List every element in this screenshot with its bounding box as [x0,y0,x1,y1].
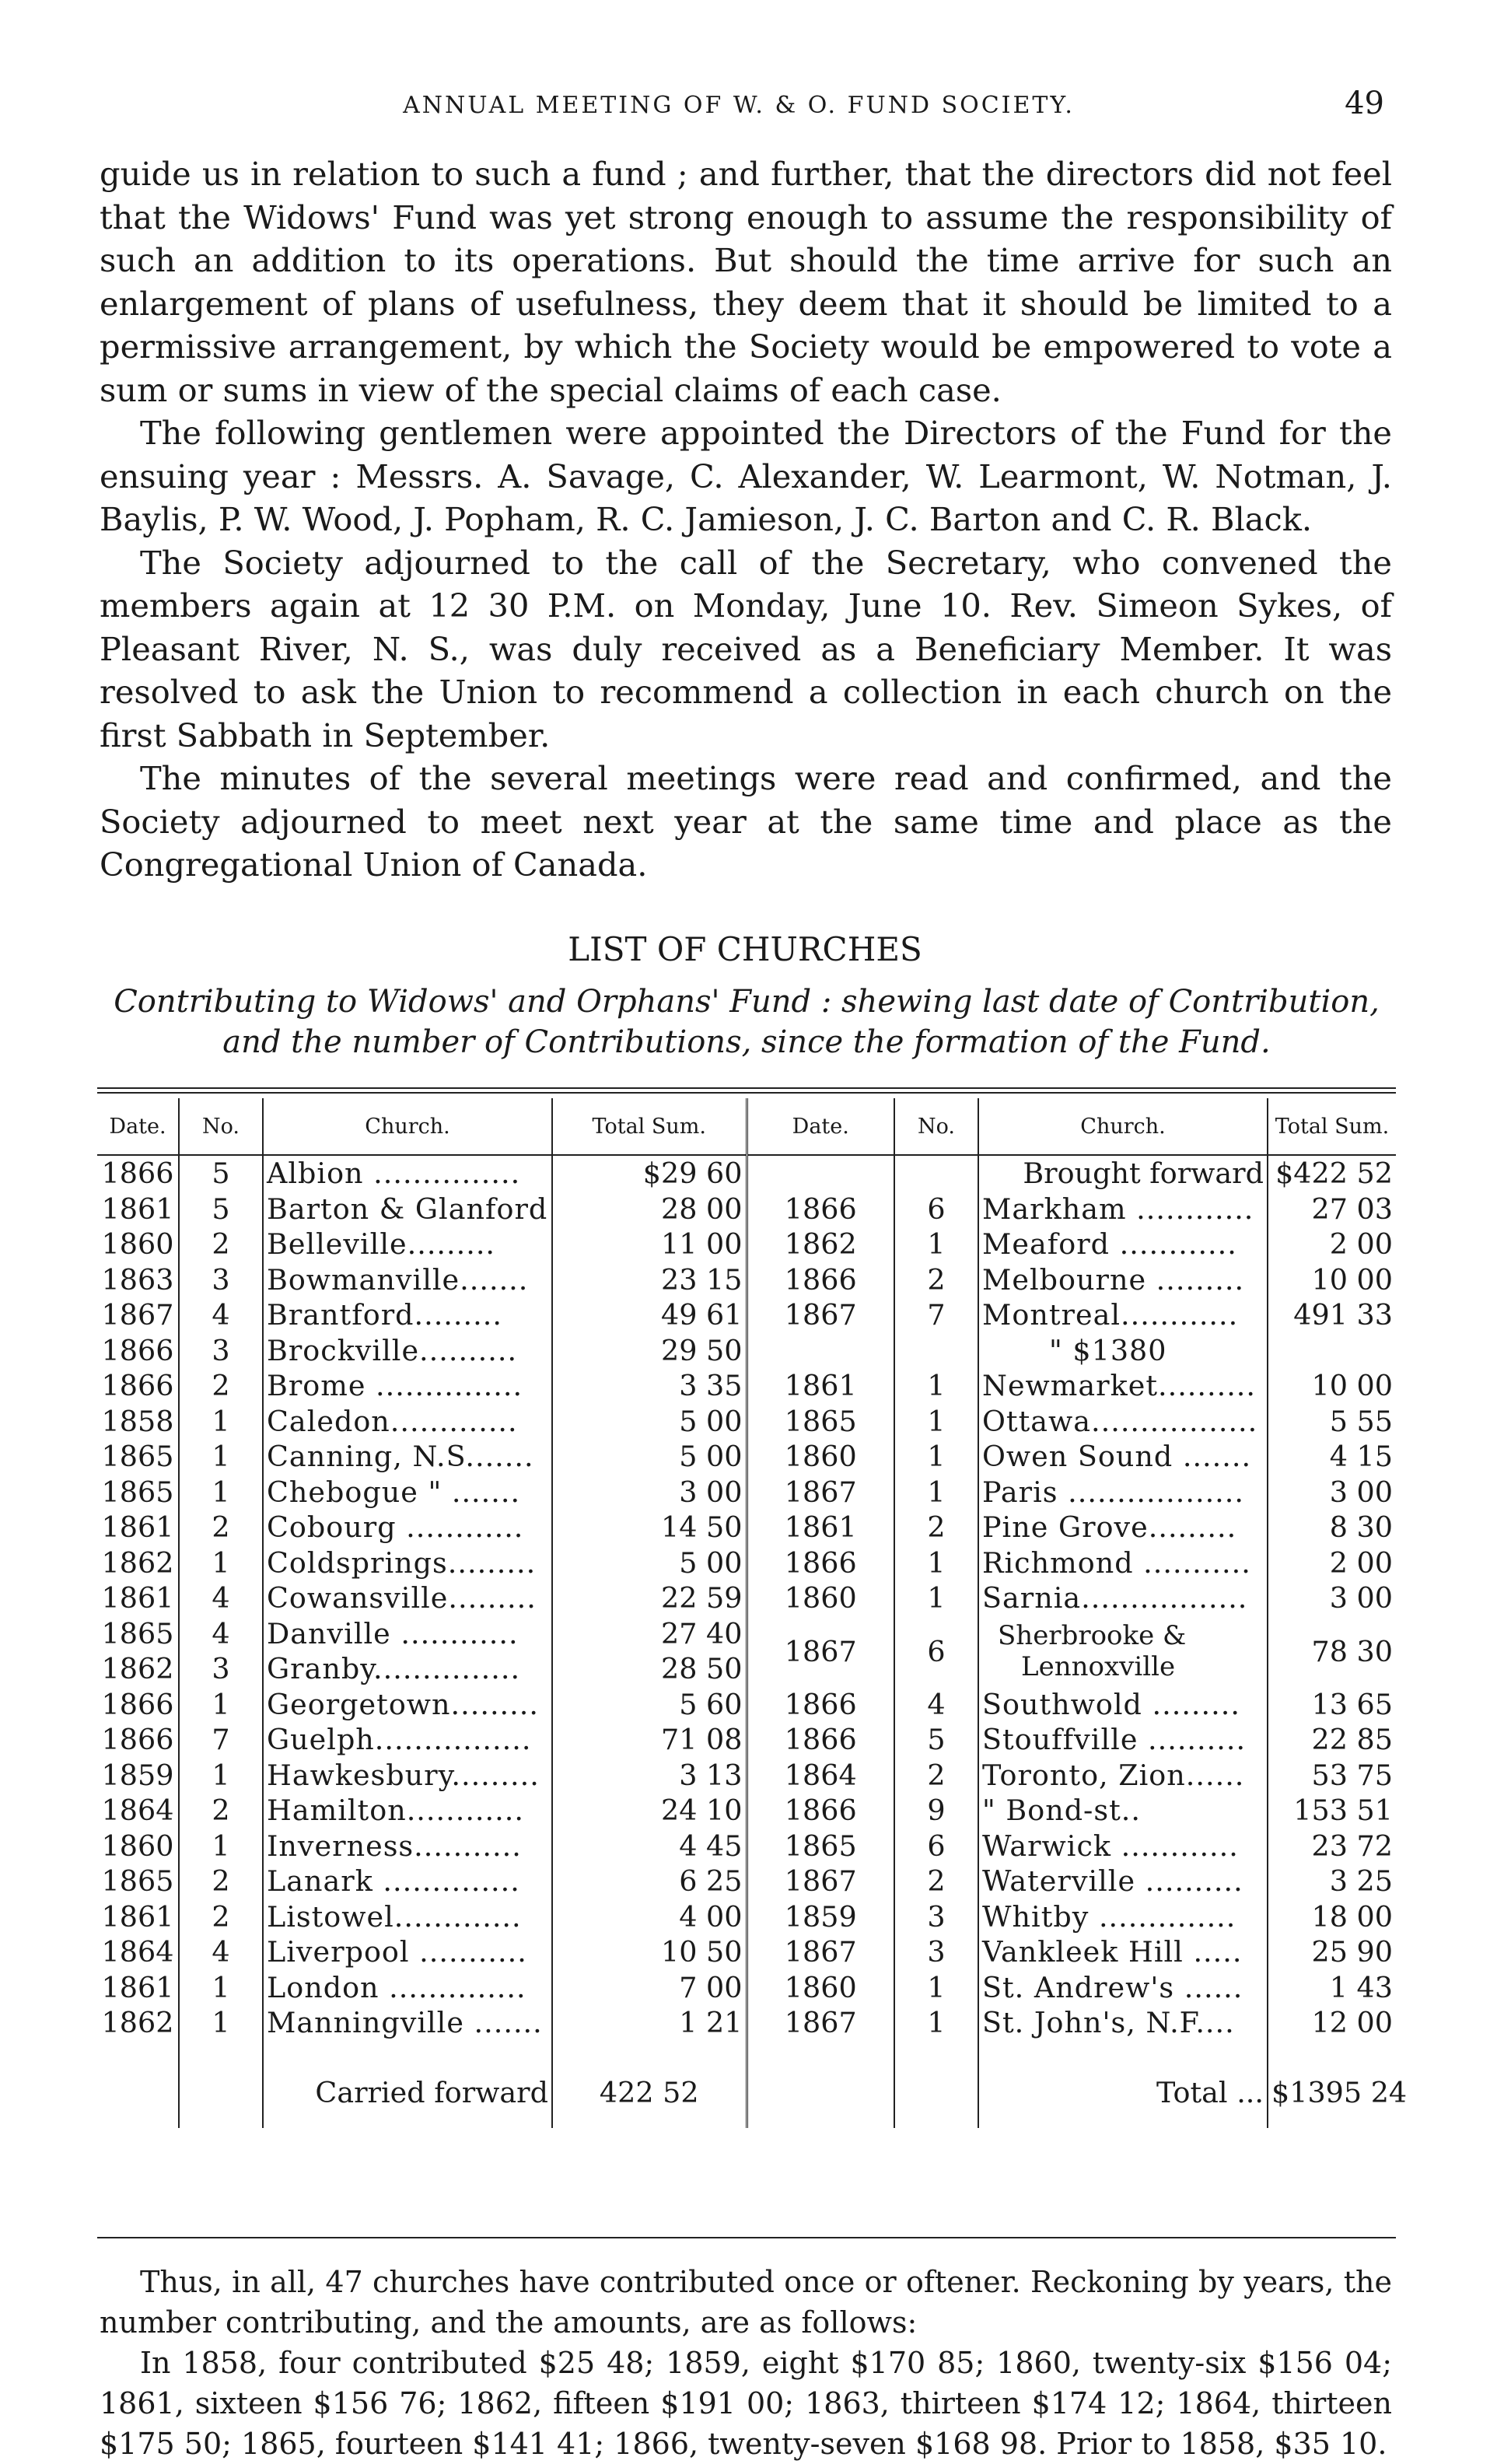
cell-church: Guelph................ [263,1722,552,1758]
cell-date: 1866 [97,1368,179,1404]
cell-total-sum: 49 61 [552,1297,747,1333]
table-row [97,1899,1396,1935]
cell-no: 1 [179,2005,263,2041]
cell-total-sum: 3 00 [552,1475,747,1510]
cell-empty [894,2058,978,2128]
table-bottom-rule [97,2237,1396,2238]
cell-empty [97,2058,179,2128]
cell-church: Newmarket.......... [978,1368,1268,1404]
cell-total-sum: 22 85 [1311,1723,1393,1757]
cell-date: 1862 [97,1545,179,1581]
cell-empty [97,2041,179,2058]
table-footer-row [97,2058,1396,2128]
cell-empty [179,2041,263,2058]
cell-no: 4 [179,1580,263,1616]
table-row [97,1368,1396,1404]
cell-no: 1 [894,1580,978,1616]
cell-church: Barton & Glanford [263,1192,552,1227]
table-row [97,1722,1396,1758]
cell-empty [179,2058,263,2128]
cell-date: 1860 [747,1580,894,1616]
footer-text [100,2262,1392,2464]
table-row [97,1475,1396,1510]
summary-paragraph: Thus, in all, 47 churches have contributed once or oftener. Reckoning by years, the number contributing, and the amounts, are as follows: [100,2265,1392,2340]
cell-total-sum: 5 60 [552,1687,747,1723]
cell-no: 1 [894,1475,978,1510]
cell-total-sum: 4 15 [1329,1440,1393,1474]
table-row [97,1829,1396,1864]
cell-total-sum: 22 59 [552,1580,747,1616]
cell-total-sum: 5 00 [552,1545,747,1581]
cell-date: 1861 [97,1899,179,1935]
cell-church: Ottawa................. [978,1404,1268,1440]
body-text [100,152,1392,887]
cell-church: " $1380 [978,1333,1268,1369]
cell-church: Richmond ........... [978,1545,1268,1581]
cell-church: Markham ............ [978,1192,1268,1227]
cell-date [747,1155,894,1192]
cell-date: 1867 [747,1864,894,1899]
cell-no: 4 [179,1616,263,1652]
col-header-total-sum: Total Sum. [1268,1098,1396,1155]
cell-church-brace [978,1616,1268,1687]
table-row [97,2005,1396,2041]
col-header-date: Date. [97,1098,179,1155]
cell-no: 1 [894,2005,978,2041]
cell-total-sum: 3 00 [1329,1475,1393,1509]
cell-date: 1861 [97,1580,179,1616]
cell-church: Inverness........... [263,1829,552,1864]
cell-no: 1 [894,1545,978,1581]
cell-date: 1867 [747,2005,894,2041]
col-header-no: No. [179,1098,263,1155]
total-label: Total ... [978,2058,1268,2128]
cell-date: 1866 [97,1687,179,1723]
cell-no [894,1155,978,1192]
cell-total-sum: 5 55 [1329,1404,1393,1438]
cell-date: 1866 [97,1722,179,1758]
cell-no: 6 [894,1829,978,1864]
cell-church: " Bond-st.. [978,1793,1268,1829]
cell-no: 1 [179,1687,263,1723]
cell-no: 2 [179,1510,263,1545]
list-title: LIST OF CHURCHES [568,930,922,968]
cell-total-sum: 5 00 [552,1439,747,1475]
cell-church: Toronto, Zion...... [978,1758,1268,1794]
cell-no: 1 [179,1970,263,2006]
col-header-no: No. [894,1098,978,1155]
cell-date: 1864 [97,1793,179,1829]
cell-no: 3 [179,1651,263,1687]
cell-total-sum: 27 03 [1311,1192,1393,1226]
cell-date: 1867 [747,1934,894,1970]
cell-no: 3 [179,1333,263,1369]
cell-church: Warwick ............ [978,1829,1268,1864]
cell-church: Cobourg ............ [263,1510,552,1545]
cell-date: 1860 [747,1970,894,2006]
cell-church: Liverpool ........... [263,1934,552,1970]
paragraph: guide us in relation to such a fund ; and further, that the directors did not feel that the Widows' Fund was yet strong enough to assume the responsibility of such an addition to its operations. But should the time arrive for such an enlargement of plans of usefulness, they deem that it should be limited to a permissive arrangement, by which the Society would be empowered to vote a sum or sums in view of the special claims of each case. [100,155,1392,409]
cell-empty [747,2041,894,2058]
cell-total-sum: 10 00 [1311,1262,1393,1297]
cell-church: Coldsprings......... [263,1545,552,1581]
cell-total-sum: 71 08 [552,1722,747,1758]
cell-church: Stouffville .......... [978,1722,1268,1758]
cell-no: 1 [894,1404,978,1440]
cell-date: 1864 [97,1934,179,1970]
cell-church: Sarnia................. [978,1580,1268,1616]
cell-total-sum: 13 65 [1311,1687,1393,1721]
cell-date: 1860 [97,1227,179,1262]
table-row [97,1404,1396,1440]
cell-date: 1866 [747,1192,894,1227]
cell-date: 1865 [97,1864,179,1899]
table-top-rule [97,1092,1396,1094]
table-row [97,1687,1396,1723]
cell-total-sum: 23 15 [552,1262,747,1298]
cell-date: 1861 [97,1970,179,2006]
cell-no: 6 [894,1192,978,1227]
cell-total-sum: $29 60 [552,1155,747,1192]
cell-date: 1862 [97,1651,179,1687]
cell-no: 7 [179,1722,263,1758]
church-name: Lennoxville [1021,1651,1176,1682]
cell-date: 1867 [747,1297,894,1333]
cell-no: 3 [894,1899,978,1935]
cell-no: 2 [179,1227,263,1262]
cell-empty [552,2041,747,2058]
cell-no: 5 [179,1155,263,1192]
cell-total-sum: 3 25 [1329,1864,1393,1899]
cell-no: 2 [894,1758,978,1794]
paragraph: The Society adjourned to the call of the Secretary, who convened the members again at 12 30 P.M. on Monday, June 10. Rev. Simeon Sykes, of Pleasant River, N. S., was duly received as a Beneficiary Member. It was resolved to ask the Union to recommend a collection in each church on the first Sabbath in September. [100,543,1392,754]
table-row [97,1580,1396,1616]
cell-no: 4 [179,1297,263,1333]
cell-date: 1863 [97,1262,179,1298]
cell-total-sum: 153 51 [1293,1794,1393,1828]
cell-date: 1864 [747,1758,894,1794]
cell-total-sum: 11 00 [552,1227,747,1262]
table-row [97,1192,1396,1227]
table-row [97,1545,1396,1581]
summary-paragraph: In 1858, four contributed $25 48; 1859, eight $170 85; 1860, twenty-six $156 04; 1861, sixteen $156 76; 1862, fifteen $191 00; 1863, thirteen $174 12; 1864, thirteen $175 50; 1865, fourteen $141 41; 1866, twenty-seven $168 98. Prior to 1858, $35 10. [100,2346,1392,2461]
churches-table [97,1098,1408,2128]
cell-date: 1866 [747,1687,894,1723]
cell-church: St. John's, N.F.... [978,2005,1268,2041]
cell-total-sum: 3 00 [1329,1581,1393,1615]
cell-church: Listowel............. [263,1899,552,1935]
cell-no: 3 [179,1262,263,1298]
cell-date: 1858 [97,1404,179,1440]
cell-church: Brantford......... [263,1297,552,1333]
cell-no: 1 [894,1970,978,2006]
cell-date: 1861 [747,1368,894,1404]
cell-no: 4 [894,1687,978,1723]
cell-church: Hawkesbury......... [263,1758,552,1794]
cell-total-sum [1268,1333,1396,1369]
table-row [97,1864,1396,1899]
carried-forward-label: Carried forward [263,2058,552,2128]
cell-total-sum: 25 90 [1311,1935,1393,1969]
table-row [97,1758,1396,1794]
cell-church: Pine Grove......... [978,1510,1268,1545]
cell-date: 1861 [747,1510,894,1545]
table-row [97,1616,1396,1652]
cell-church: Paris .................. [978,1475,1268,1510]
cell-church: Hamilton............ [263,1793,552,1829]
cell-date: 1865 [97,1616,179,1652]
cell-total-sum: 24 10 [552,1793,747,1829]
cell-no: 1 [894,1439,978,1475]
table-body [97,1155,1408,2128]
running-head: ANNUAL MEETING OF W. & O. FUND SOCIETY. [403,92,1075,119]
cell-church: Danville ............ [263,1616,552,1652]
cell-total-sum: 53 75 [1311,1758,1393,1792]
cell-total-sum: 6 25 [552,1864,747,1899]
cell-no: 4 [179,1934,263,1970]
cell-date: 1866 [747,1545,894,1581]
cell-date: 1865 [747,1404,894,1440]
cell-total-sum: 10 00 [1311,1369,1393,1403]
table-row [97,1155,1396,1192]
table-header-row [97,1098,1396,1155]
cell-total-sum: 27 40 [552,1616,747,1652]
table-row [97,1227,1396,1262]
cell-empty [1268,2041,1396,2058]
cell-no: 1 [894,1368,978,1404]
cell-date: 1861 [97,1510,179,1545]
cell-date: 1862 [747,1227,894,1262]
cell-church: Brought forward [978,1155,1268,1192]
cell-church: Chebogue " ....... [263,1475,552,1510]
cell-empty [747,2058,894,2128]
cell-church: Belleville......... [263,1227,552,1262]
col-header-total-sum: Total Sum. [552,1098,747,1155]
cell-empty [894,2041,978,2058]
table-row [97,1970,1396,2006]
cell-date: 1866 [747,1262,894,1298]
cell-total-sum: 2 00 [1329,1545,1393,1580]
paragraph: The following gentlemen were appointed the Directors of the Fund for the ensuing year : Messrs. A. Savage, C. Alexander, W. Learmont, W. Notman, J. Baylis, P. W. Wood, J. Popham, R. C. Jamieson, J. C. Barton and C. R. Black. [100,414,1392,538]
cell-date: 1867 [97,1297,179,1333]
cell-total-sum: 28 50 [552,1651,747,1687]
cell-date: 1859 [97,1758,179,1794]
cell-church: Manningville ....... [263,2005,552,2041]
table-row [97,1934,1396,1970]
cell-no: 6 [894,1616,978,1687]
cell-date: 1859 [747,1899,894,1935]
cell-no: 7 [894,1297,978,1333]
cell-date: 1860 [747,1439,894,1475]
table-row [97,1439,1396,1475]
cell-no: 5 [894,1722,978,1758]
cell-no: 5 [179,1192,263,1227]
cell-date: 1865 [97,1439,179,1475]
table-row [97,1793,1396,1829]
cell-no: 2 [894,1510,978,1545]
cell-church: Brome ............... [263,1368,552,1404]
cell-date: 1860 [97,1829,179,1864]
cell-total-sum: 4 45 [552,1829,747,1864]
cell-total-sum: 23 72 [1311,1829,1393,1863]
cell-total-sum: 18 00 [1311,1899,1393,1934]
cell-no: 2 [894,1864,978,1899]
cell-total-sum: 14 50 [552,1510,747,1545]
cell-no: 2 [179,1899,263,1935]
cell-date: 1866 [747,1722,894,1758]
cell-date [747,1333,894,1369]
cell-total-sum: 8 30 [1329,1510,1393,1545]
cell-church: London .............. [263,1970,552,2006]
table-row [97,1297,1396,1333]
cell-total-sum: 7 00 [552,1970,747,2006]
cell-church: Bowmanville....... [263,1262,552,1298]
cell-church: Lanark .............. [263,1864,552,1899]
cell-total-sum: 29 50 [552,1333,747,1369]
cell-church: Southwold ......... [978,1687,1268,1723]
cell-church: Meaford ............ [978,1227,1268,1262]
total-sum: $1395 24 [1271,2076,1408,2109]
cell-church: Vankleek Hill ..... [978,1934,1268,1970]
cell-date: 1866 [97,1155,179,1192]
cell-no: 1 [179,1758,263,1794]
cell-church: Cowansville......... [263,1580,552,1616]
page-number: 49 [1345,86,1384,121]
cell-total-sum: 2 00 [1329,1227,1393,1262]
cell-no: 1 [179,1439,263,1475]
cell-church: Melbourne ......... [978,1262,1268,1298]
cell-church: Waterville .......... [978,1864,1268,1899]
cell-date: 1866 [747,1793,894,1829]
list-subtitle: Contributing to Widows' and Orphans' Fund : shewing last date of Contribution, and the number of Contributions, since the formation of the Fund. [114,984,1380,1060]
cell-no: 2 [894,1262,978,1298]
cell-no: 2 [179,1793,263,1829]
cell-no: 2 [179,1368,263,1404]
cell-church: Albion ............... [263,1155,552,1192]
cell-date: 1866 [97,1333,179,1369]
cell-church: Owen Sound ....... [978,1439,1268,1475]
table-row [97,1333,1396,1369]
cell-total-sum: 78 30 [1311,1634,1393,1668]
cell-date: 1862 [97,2005,179,2041]
table-row [97,1262,1396,1298]
cell-total-sum: 1 21 [552,2005,747,2041]
cell-total-sum: 491 33 [1293,1298,1393,1332]
cell-empty [263,2041,552,2058]
cell-total-sum: 5 00 [552,1404,747,1440]
cell-date: 1867 [747,1616,894,1687]
table-top-rule [97,1087,1396,1089]
cell-total-sum: 4 00 [552,1899,747,1935]
col-header-church: Church. [263,1098,552,1155]
table-spacer-row [97,2041,1396,2058]
cell-total-sum: 12 00 [1311,2006,1393,2040]
cell-total-sum: 3 13 [552,1758,747,1794]
cell-no: 9 [894,1793,978,1829]
table-row [97,1510,1396,1545]
cell-no: 3 [894,1934,978,1970]
cell-date: 1861 [97,1192,179,1227]
cell-no: 1 [179,1545,263,1581]
cell-no: 1 [179,1404,263,1440]
cell-church: Brockville.......... [263,1333,552,1369]
cell-no: 2 [179,1864,263,1899]
paragraph: The minutes of the several meetings were read and confirmed, and the Society adjourned to meet next year at the same time and place as the Congregational Union of Canada. [100,759,1392,884]
cell-empty [978,2041,1268,2058]
cell-church: Granby............... [263,1651,552,1687]
col-header-date: Date. [747,1098,894,1155]
cell-church: Caledon............. [263,1404,552,1440]
cell-no: 1 [179,1829,263,1864]
cell-no: 1 [179,1475,263,1510]
cell-date: 1865 [97,1475,179,1510]
cell-total-sum: $422 52 [1275,1157,1393,1191]
cell-church: St. Andrew's ...... [978,1970,1268,2006]
cell-total-sum: 28 00 [552,1192,747,1227]
church-name: Sherbrooke & [998,1620,1187,1651]
cell-total-sum: 3 35 [552,1368,747,1404]
cell-no: 1 [894,1227,978,1262]
cell-no [894,1333,978,1369]
cell-date: 1865 [747,1829,894,1864]
cell-church: Whitby .............. [978,1899,1268,1935]
col-header-church: Church. [978,1098,1268,1155]
cell-church: Canning, N.S....... [263,1439,552,1475]
cell-church: Montreal............ [978,1297,1268,1333]
cell-date: 1867 [747,1475,894,1510]
cell-total-sum: 1 43 [1329,1970,1393,2004]
carried-forward-sum: 422 52 [552,2058,747,2128]
cell-church: Georgetown......... [263,1687,552,1723]
cell-total-sum: 10 50 [552,1934,747,1970]
